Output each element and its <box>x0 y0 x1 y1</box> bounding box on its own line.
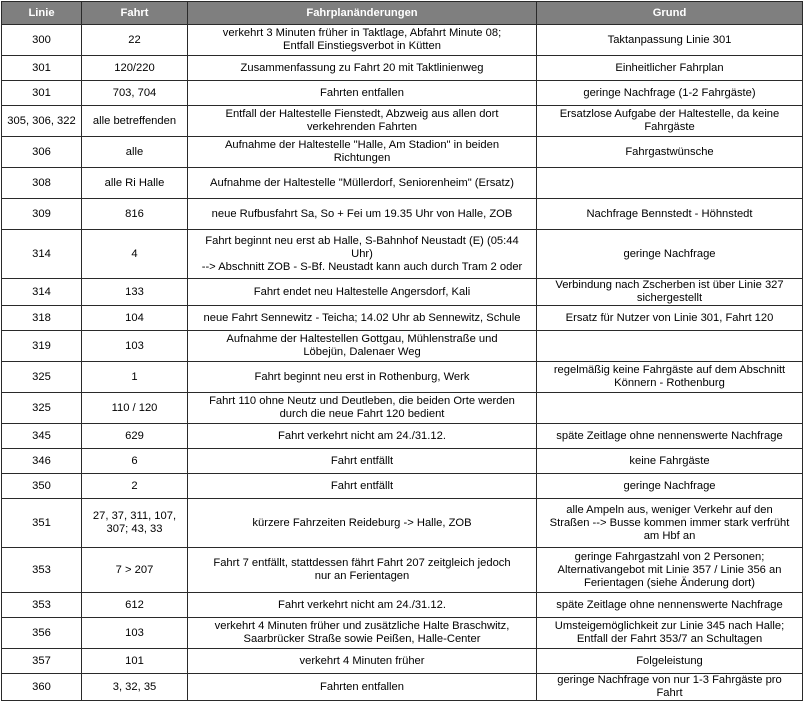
table-row <box>2 331 803 362</box>
table-row <box>2 168 803 199</box>
cell-linie: 346 <box>2 449 82 474</box>
cell-aenderung: Zusammenfassung zu Fahrt 20 mit Taktlinienweg <box>188 56 537 81</box>
table-row <box>2 499 803 548</box>
cell-grund <box>537 393 803 424</box>
cell-fahrt: 120/220 <box>82 56 188 81</box>
cell-grund: späte Zeitlage ohne nennenswerte Nachfrage <box>537 424 803 449</box>
cell-grund: geringe Nachfrage <box>537 230 803 279</box>
cell-grund: späte Zeitlage ohne nennenswerte Nachfrage <box>537 593 803 618</box>
table-row <box>2 593 803 618</box>
cell-linie: 306 <box>2 137 82 168</box>
cell-linie: 314 <box>2 279 82 306</box>
cell-linie: 319 <box>2 331 82 362</box>
cell-linie: 318 <box>2 306 82 331</box>
cell-linie: 309 <box>2 199 82 230</box>
table-row <box>2 106 803 137</box>
cell-grund: Nachfrage Bennstedt - Höhnstedt <box>537 199 803 230</box>
cell-grund: geringe Nachfrage <box>537 474 803 499</box>
cell-grund: Fahrgastwünsche <box>537 137 803 168</box>
cell-aenderung: Fahrt entfällt <box>188 449 537 474</box>
cell-linie: 301 <box>2 56 82 81</box>
cell-linie: 308 <box>2 168 82 199</box>
cell-aenderung: neue Rufbusfahrt Sa, So + Fei um 19.35 Uhr von Halle, ZOB <box>188 199 537 230</box>
cell-linie: 325 <box>2 362 82 393</box>
cell-fahrt: 703, 704 <box>82 81 188 106</box>
cell-grund: Ersatz für Nutzer von Linie 301, Fahrt 120 <box>537 306 803 331</box>
cell-grund: Folgeleistung <box>537 649 803 674</box>
table-row <box>2 393 803 424</box>
cell-fahrt: 7 > 207 <box>82 548 188 593</box>
cell-grund: Umsteigemöglichkeit zur Linie 345 nach Halle; Entfall der Fahrt 353/7 an Schultagen <box>537 618 803 649</box>
cell-linie: 351 <box>2 499 82 548</box>
cell-fahrt: 27, 37, 311, 107, 307; 43, 33 <box>82 499 188 548</box>
header-grund: Grund <box>537 2 803 25</box>
table-row <box>2 81 803 106</box>
cell-fahrt: 101 <box>82 649 188 674</box>
cell-aenderung: Fahrt 7 entfällt, stattdessen fährt Fahrt 207 zeitgleich jedoch nur an Ferientagen <box>188 548 537 593</box>
header-fahrt: Fahrt <box>82 2 188 25</box>
cell-aenderung: Fahrt beginnt neu erst ab Halle, S-Bahnhof Neustadt (E) (05:44 Uhr) --> Abschnitt ZOB - S-Bf. Neustadt kann auch durch Tram 2 oder <box>188 230 537 279</box>
cell-linie: 314 <box>2 230 82 279</box>
cell-linie: 345 <box>2 424 82 449</box>
table-row <box>2 56 803 81</box>
cell-fahrt: 103 <box>82 618 188 649</box>
table-row <box>2 25 803 56</box>
cell-fahrt: 3, 32, 35 <box>82 674 188 701</box>
cell-linie: 301 <box>2 81 82 106</box>
cell-grund: geringe Nachfrage (1-2 Fahrgäste) <box>537 81 803 106</box>
cell-grund: Taktanpassung Linie 301 <box>537 25 803 56</box>
cell-aenderung: Fahrten entfallen <box>188 81 537 106</box>
cell-aenderung: Aufnahme der Haltestellen Gottgau, Mühlenstraße und Löbejün, Dalenaer Weg <box>188 331 537 362</box>
timetable-changes-table <box>1 1 803 701</box>
table-row <box>2 548 803 593</box>
table-row <box>2 137 803 168</box>
cell-fahrt: 629 <box>82 424 188 449</box>
header-row <box>2 2 803 25</box>
cell-linie: 325 <box>2 393 82 424</box>
cell-aenderung: Aufnahme der Haltestelle "Müllerdorf, Seniorenheim" (Ersatz) <box>188 168 537 199</box>
cell-linie: 305, 306, 322 <box>2 106 82 137</box>
cell-fahrt: 6 <box>82 449 188 474</box>
cell-aenderung: verkehrt 3 Minuten früher in Taktlage, Abfahrt Minute 08; Entfall Einstiegsverbot in Kütten <box>188 25 537 56</box>
table-row <box>2 474 803 499</box>
header-fahrplanaenderungen: Fahrplanänderungen <box>188 2 537 25</box>
table-row <box>2 449 803 474</box>
cell-aenderung: Fahrt beginnt neu erst in Rothenburg, Werk <box>188 362 537 393</box>
cell-aenderung: verkehrt 4 Minuten früher und zusätzliche Halte Braschwitz, Saarbrücker Straße sowie Peißen, Halle-Center <box>188 618 537 649</box>
cell-grund: Einheitlicher Fahrplan <box>537 56 803 81</box>
cell-grund: alle Ampeln aus, weniger Verkehr auf den Straßen --> Busse kommen immer stark verfrüht am Hbf an <box>537 499 803 548</box>
table-row <box>2 674 803 701</box>
cell-aenderung: Fahrt 110 ohne Neutz und Deutleben, die beiden Orte werden durch die neue Fahrt 120 bedient <box>188 393 537 424</box>
table-row <box>2 199 803 230</box>
cell-grund: geringe Nachfrage von nur 1-3 Fahrgäste pro Fahrt <box>537 674 803 701</box>
cell-fahrt: alle <box>82 137 188 168</box>
cell-grund: keine Fahrgäste <box>537 449 803 474</box>
cell-grund: Ersatzlose Aufgabe der Haltestelle, da keine Fahrgäste <box>537 106 803 137</box>
cell-linie: 356 <box>2 618 82 649</box>
cell-fahrt: 816 <box>82 199 188 230</box>
table-row <box>2 279 803 306</box>
cell-fahrt: 22 <box>82 25 188 56</box>
cell-aenderung: Aufnahme der Haltestelle "Halle, Am Stadion" in beiden Richtungen <box>188 137 537 168</box>
table-row <box>2 649 803 674</box>
cell-grund <box>537 168 803 199</box>
cell-grund: regelmäßig keine Fahrgäste auf dem Abschnitt Könnern - Rothenburg <box>537 362 803 393</box>
table-row <box>2 230 803 279</box>
table-body <box>2 25 803 701</box>
cell-fahrt: 612 <box>82 593 188 618</box>
cell-grund: Verbindung nach Zscherben ist über Linie 327 sichergestellt <box>537 279 803 306</box>
cell-linie: 353 <box>2 593 82 618</box>
cell-fahrt: 1 <box>82 362 188 393</box>
cell-fahrt: alle Ri Halle <box>82 168 188 199</box>
cell-grund: geringe Fahrgastzahl von 2 Personen; Alternativangebot mit Linie 357 / Linie 356 an Ferientagen (siehe Änderung dort) <box>537 548 803 593</box>
cell-fahrt: alle betreffenden <box>82 106 188 137</box>
table-row <box>2 362 803 393</box>
table-row <box>2 424 803 449</box>
cell-fahrt: 104 <box>82 306 188 331</box>
cell-fahrt: 133 <box>82 279 188 306</box>
cell-linie: 300 <box>2 25 82 56</box>
cell-grund <box>537 331 803 362</box>
cell-fahrt: 2 <box>82 474 188 499</box>
cell-linie: 357 <box>2 649 82 674</box>
cell-aenderung: Fahrt entfällt <box>188 474 537 499</box>
cell-aenderung: Fahrt verkehrt nicht am 24./31.12. <box>188 593 537 618</box>
cell-aenderung: verkehrt 4 Minuten früher <box>188 649 537 674</box>
cell-aenderung: kürzere Fahrzeiten Reideburg -> Halle, ZOB <box>188 499 537 548</box>
table-row <box>2 618 803 649</box>
cell-linie: 360 <box>2 674 82 701</box>
cell-aenderung: Fahrt endet neu Haltestelle Angersdorf, Kali <box>188 279 537 306</box>
cell-linie: 350 <box>2 474 82 499</box>
cell-fahrt: 103 <box>82 331 188 362</box>
cell-aenderung: neue Fahrt Sennewitz - Teicha; 14.02 Uhr ab Sennewitz, Schule <box>188 306 537 331</box>
cell-aenderung: Entfall der Haltestelle Fienstedt, Abzweig aus allen dort verkehrenden Fahrten <box>188 106 537 137</box>
table-row <box>2 306 803 331</box>
cell-linie: 353 <box>2 548 82 593</box>
header-linie: Linie <box>2 2 82 25</box>
cell-fahrt: 4 <box>82 230 188 279</box>
cell-aenderung: Fahrt verkehrt nicht am 24./31.12. <box>188 424 537 449</box>
cell-fahrt: 110 / 120 <box>82 393 188 424</box>
cell-aenderung: Fahrten entfallen <box>188 674 537 701</box>
